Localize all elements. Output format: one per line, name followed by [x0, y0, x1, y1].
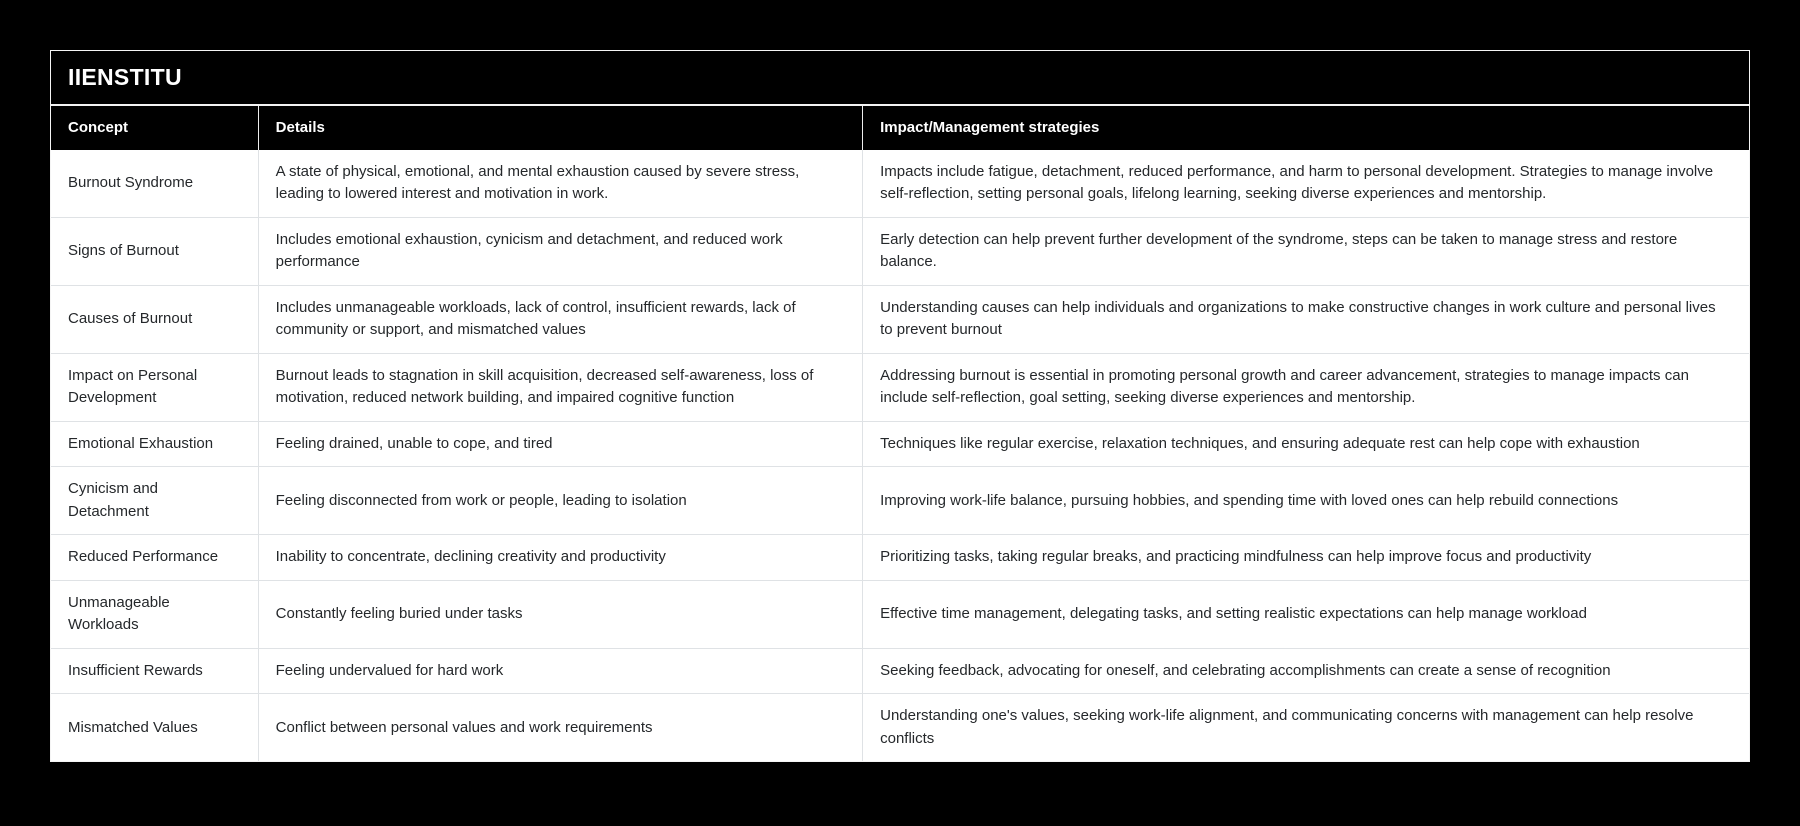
- header-row: [51, 106, 1749, 150]
- concept-cell: Unmanageable Workloads: [51, 580, 258, 648]
- concept-cell: Cynicism and Detachment: [51, 467, 258, 535]
- impact-cell: Techniques like regular exercise, relaxation techniques, and ensuring adequate rest can help cope with exhaustion: [863, 421, 1749, 467]
- table-row: [51, 353, 1749, 421]
- details-cell: A state of physical, emotional, and mental exhaustion caused by severe stress, leading to lowered interest and motivation in work.: [258, 150, 862, 218]
- concept-cell: Signs of Burnout: [51, 217, 258, 285]
- column-header-concept: Concept: [51, 106, 258, 150]
- impact-cell: Effective time management, delegating tasks, and setting realistic expectations can help manage workload: [863, 580, 1749, 648]
- column-header-impact: Impact/Management strategies: [863, 106, 1749, 150]
- table-row: [51, 421, 1749, 467]
- concept-cell: Burnout Syndrome: [51, 150, 258, 218]
- table-row: [51, 217, 1749, 285]
- impact-cell: Understanding causes can help individuals and organizations to make constructive changes in work culture and personal lives to prevent burnout: [863, 285, 1749, 353]
- impact-cell: Prioritizing tasks, taking regular breaks, and practicing mindfulness can help improve focus and productivity: [863, 535, 1749, 581]
- burnout-table-card: [50, 50, 1750, 762]
- concept-cell: Causes of Burnout: [51, 285, 258, 353]
- table-row: [51, 535, 1749, 581]
- table-row: [51, 467, 1749, 535]
- table-title: IIENSTITU: [68, 64, 182, 90]
- details-cell: Includes unmanageable workloads, lack of control, insufficient rewards, lack of community or support, and mismatched values: [258, 285, 862, 353]
- details-cell: Feeling undervalued for hard work: [258, 648, 862, 694]
- table-row: [51, 285, 1749, 353]
- burnout-table: [51, 106, 1749, 762]
- concept-cell: Insufficient Rewards: [51, 648, 258, 694]
- column-header-details: Details: [258, 106, 862, 150]
- impact-cell: Impacts include fatigue, detachment, reduced performance, and harm to personal development. Strategies to manage involve self-reflection, setting personal goals, lifelong learning, seeking diverse experiences and mentorship.: [863, 150, 1749, 218]
- impact-cell: Early detection can help prevent further development of the syndrome, steps can be taken to manage stress and restore balance.: [863, 217, 1749, 285]
- details-cell: Includes emotional exhaustion, cynicism and detachment, and reduced work performance: [258, 217, 862, 285]
- table-row: [51, 694, 1749, 762]
- concept-cell: Reduced Performance: [51, 535, 258, 581]
- details-cell: Conflict between personal values and work requirements: [258, 694, 862, 762]
- table-title-bar: [51, 51, 1749, 106]
- impact-cell: Addressing burnout is essential in promoting personal growth and career advancement, strategies to manage impacts can include self-reflection, goal setting, seeking diverse experiences and mentorship.: [863, 353, 1749, 421]
- table-row: [51, 580, 1749, 648]
- concept-cell: Impact on Personal Development: [51, 353, 258, 421]
- impact-cell: Improving work-life balance, pursuing hobbies, and spending time with loved ones can help rebuild connections: [863, 467, 1749, 535]
- concept-cell: Mismatched Values: [51, 694, 258, 762]
- concept-cell: Emotional Exhaustion: [51, 421, 258, 467]
- details-cell: Feeling disconnected from work or people, leading to isolation: [258, 467, 862, 535]
- table-row: [51, 648, 1749, 694]
- impact-cell: Seeking feedback, advocating for oneself, and celebrating accomplishments can create a sense of recognition: [863, 648, 1749, 694]
- details-cell: Burnout leads to stagnation in skill acquisition, decreased self-awareness, loss of motivation, reduced network building, and impaired cognitive function: [258, 353, 862, 421]
- details-cell: Constantly feeling buried under tasks: [258, 580, 862, 648]
- impact-cell: Understanding one's values, seeking work-life alignment, and communicating concerns with management can help resolve conflicts: [863, 694, 1749, 762]
- details-cell: Inability to concentrate, declining creativity and productivity: [258, 535, 862, 581]
- details-cell: Feeling drained, unable to cope, and tired: [258, 421, 862, 467]
- table-row: [51, 150, 1749, 218]
